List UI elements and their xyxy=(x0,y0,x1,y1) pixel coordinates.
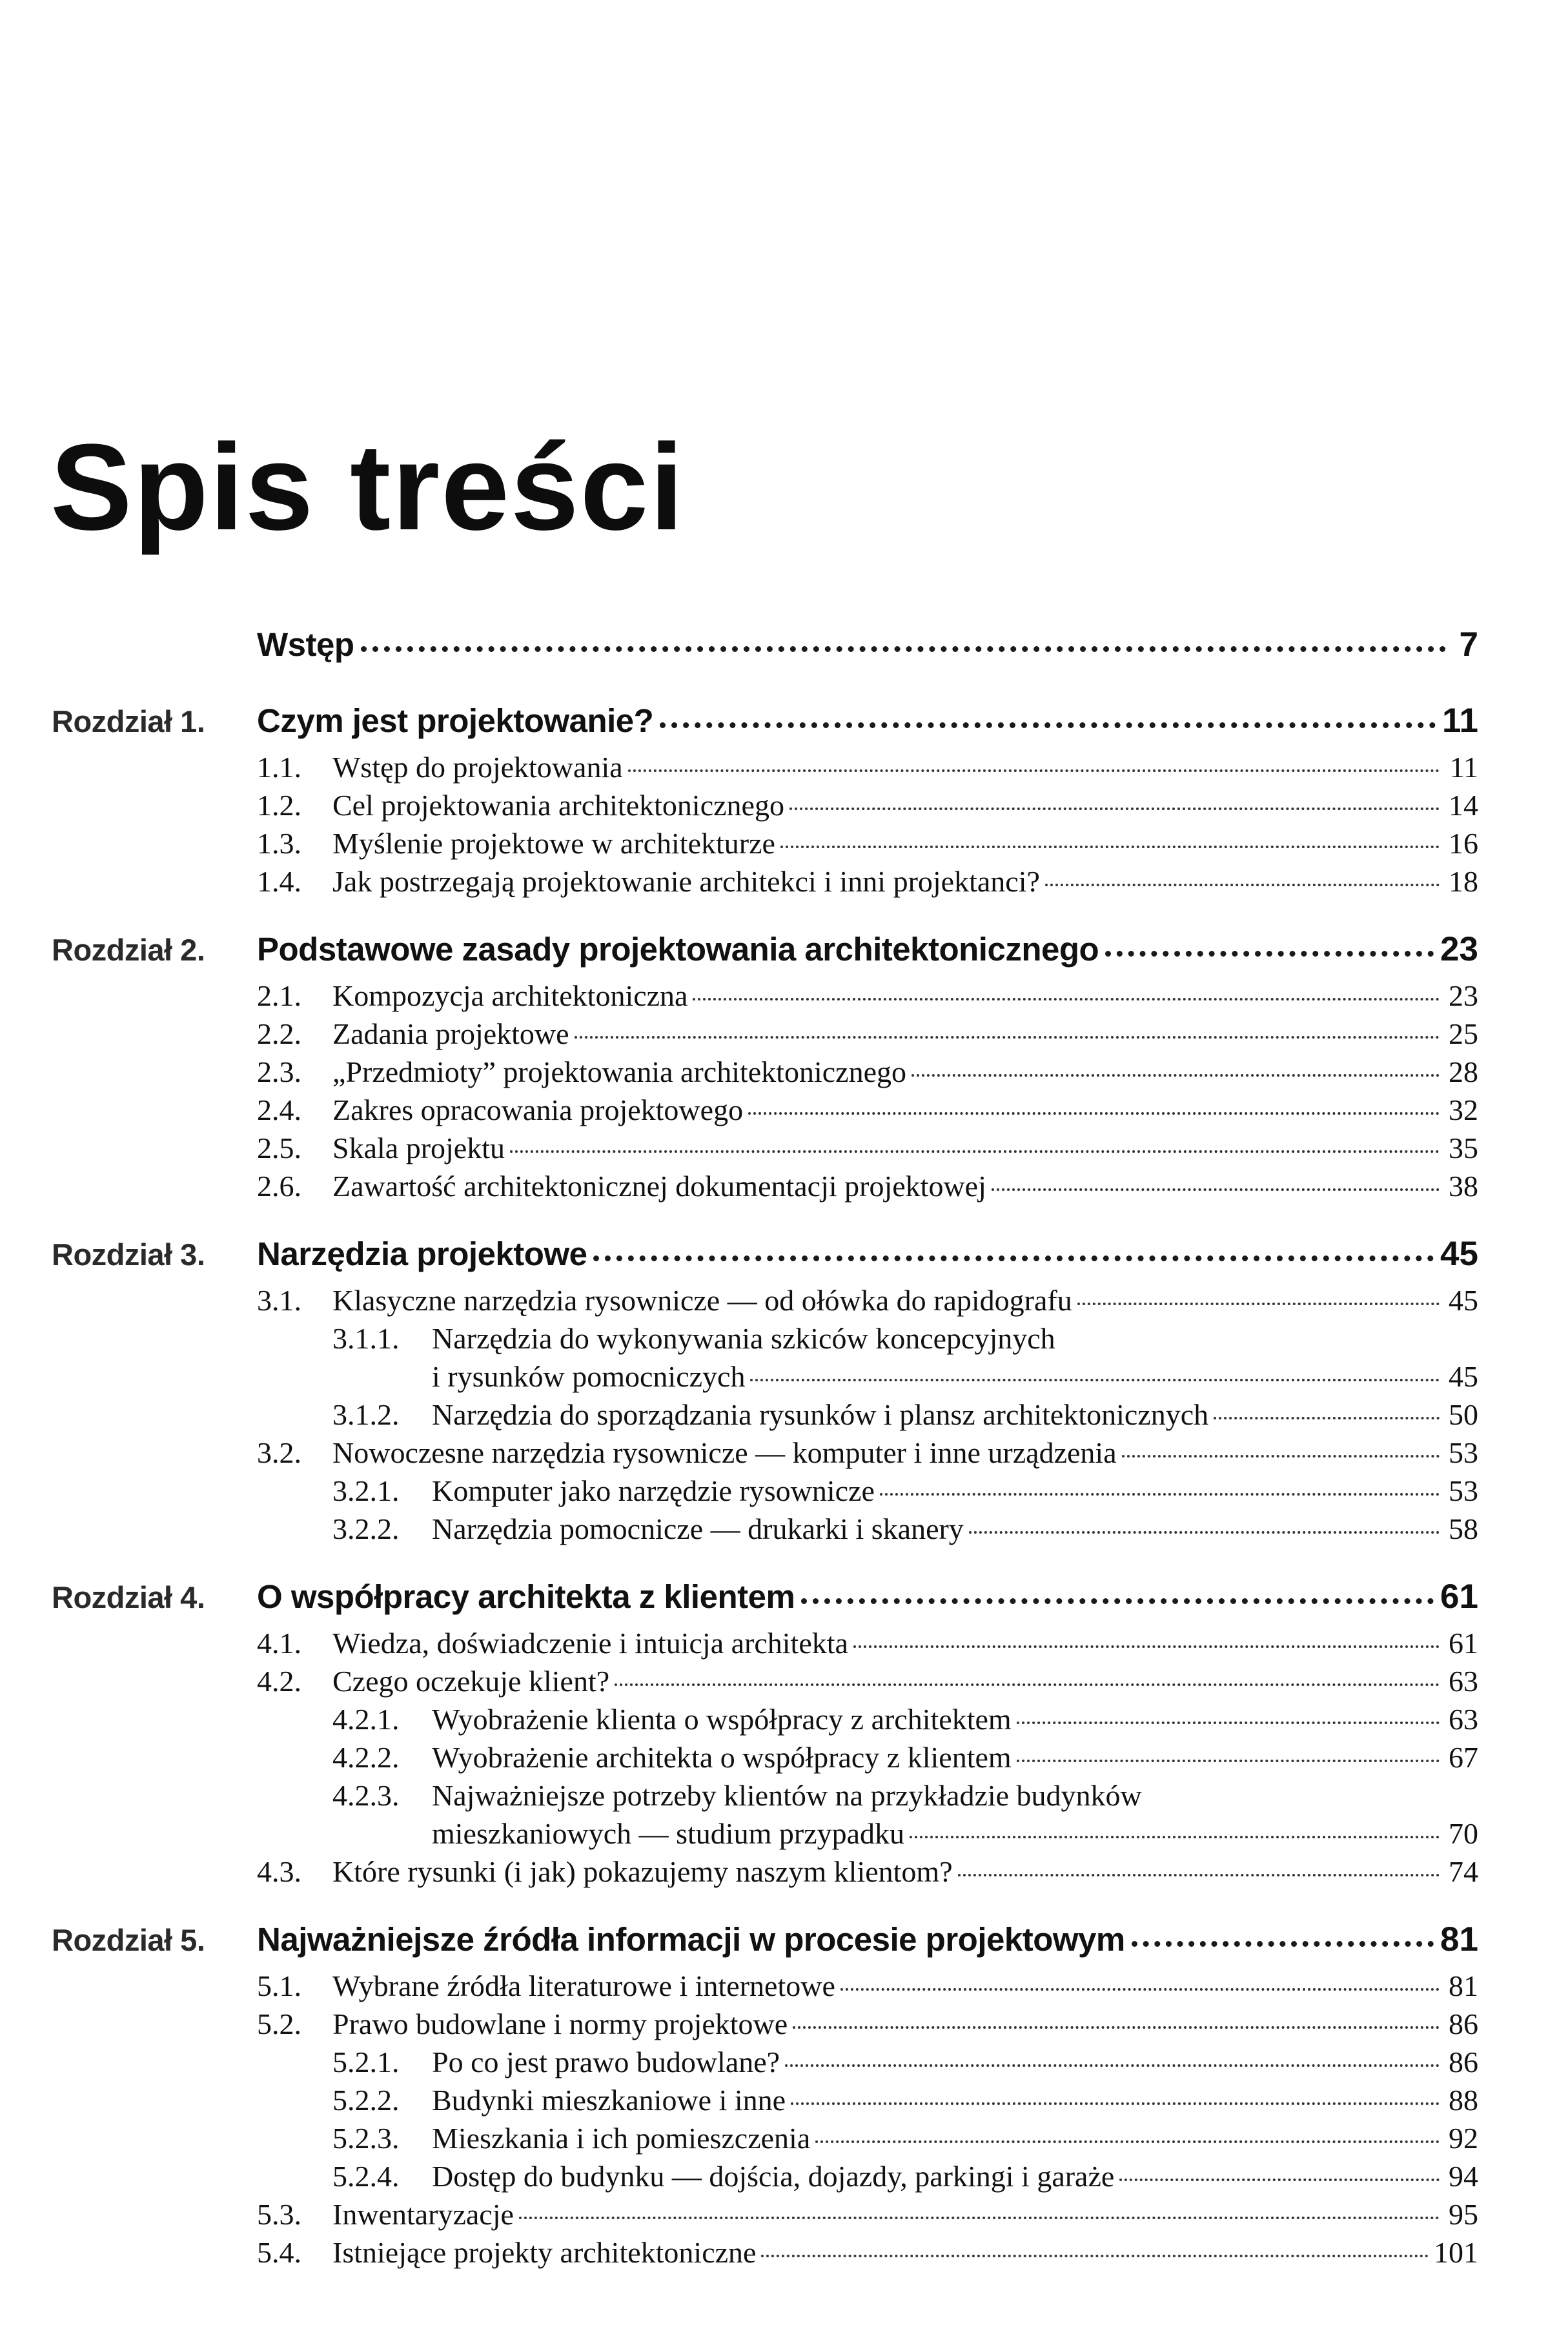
chapter-page-number: 11 xyxy=(1441,702,1478,740)
dot-leader xyxy=(750,1379,1440,1381)
toc-section-row[interactable] xyxy=(52,1474,1478,1512)
dot-leader xyxy=(1214,1417,1440,1419)
dot-leader xyxy=(510,1150,1440,1153)
toc-section-row[interactable] xyxy=(52,1436,1478,1474)
toc-chapter-row[interactable] xyxy=(52,930,1478,979)
chapter-label: Rozdział 3. xyxy=(52,1237,205,1272)
section-number: 5.3. xyxy=(257,2198,301,2231)
section-page-number: 94 xyxy=(1449,2160,1478,2193)
dot-leader xyxy=(1132,1941,1434,1947)
section-title: Myślenie projektowe w architekturze xyxy=(332,827,775,860)
dot-leader xyxy=(785,2064,1440,2067)
section-page-number: 45 xyxy=(1449,1360,1478,1393)
section-number: 1.2. xyxy=(257,789,301,822)
toc-section-row-continued[interactable] xyxy=(52,1816,1478,1854)
section-number: 4.2.2. xyxy=(332,1741,400,1774)
dot-leader xyxy=(880,1493,1440,1496)
section-page-number: 70 xyxy=(1449,1817,1478,1850)
section-number: 1.4. xyxy=(257,865,301,898)
toc-intro-row[interactable] xyxy=(52,625,1478,674)
toc-section-row[interactable] xyxy=(52,2045,1478,2083)
section-page-number: 86 xyxy=(1449,2046,1478,2078)
toc-section-row[interactable] xyxy=(52,1854,1478,1893)
chapter-title: O współpracy architekta z klientem xyxy=(257,1578,795,1615)
section-title: Nowoczesne narzędzia rysownicze — komputer i inne urządzenia xyxy=(332,1436,1117,1469)
toc-section-row[interactable] xyxy=(52,1131,1478,1169)
section-title: Prawo budowlane i normy projektowe xyxy=(332,2007,788,2040)
dot-leader xyxy=(693,998,1440,1001)
toc-section-row[interactable] xyxy=(52,1055,1478,1093)
section-number: 2.6. xyxy=(257,1170,301,1203)
toc-section-row[interactable] xyxy=(52,979,1478,1017)
chapter-title: Narzędzia projektowe xyxy=(257,1235,587,1272)
dot-leader xyxy=(1045,884,1440,886)
section-number: 2.4. xyxy=(257,1093,301,1126)
toc-section-row[interactable] xyxy=(52,2083,1478,2121)
toc-chapter xyxy=(52,701,1478,902)
section-number: 5.2.1. xyxy=(332,2046,400,2078)
section-number: 3.2.2. xyxy=(332,1512,400,1545)
dot-leader xyxy=(789,808,1440,810)
section-number: 2.2. xyxy=(257,1017,301,1050)
chapter-page-number: 61 xyxy=(1440,1578,1478,1616)
dot-leader xyxy=(780,846,1440,848)
dot-leader xyxy=(1105,951,1434,957)
section-number: 5.2.4. xyxy=(332,2160,400,2193)
dot-leader xyxy=(801,1598,1434,1604)
toc-chapter-row[interactable] xyxy=(52,1234,1478,1283)
chapter-label: Rozdział 2. xyxy=(52,933,205,967)
dot-leader xyxy=(748,1112,1440,1115)
dot-leader xyxy=(1119,2179,1440,2181)
section-number: 1.1. xyxy=(257,751,301,784)
page-title: Spis treści xyxy=(50,419,686,556)
section-title: Wybrane źródła literaturowe i internetowe xyxy=(332,1969,835,2002)
chapter-title: Najważniejsze źródła informacji w procesie projektowym xyxy=(257,1921,1125,1958)
section-number: 3.1.1. xyxy=(332,1322,400,1355)
section-title: Najważniejsze potrzeby klientów na przykładzie budynków xyxy=(432,1779,1142,1812)
toc-section-row[interactable] xyxy=(52,1664,1478,1702)
section-page-number: 58 xyxy=(1449,1512,1478,1545)
section-number: 1.3. xyxy=(257,827,301,860)
toc-section-row[interactable] xyxy=(52,2007,1478,2045)
section-title: Inwentaryzacje xyxy=(332,2198,514,2231)
toc-section-row[interactable] xyxy=(52,1702,1478,1740)
section-number: 5.1. xyxy=(257,1969,301,2002)
section-number: 3.2.1. xyxy=(332,1474,400,1507)
section-title: Wstęp do projektowania xyxy=(332,751,623,784)
section-page-number: 81 xyxy=(1449,1969,1478,2002)
section-page-number: 63 xyxy=(1449,1703,1478,1736)
section-page-number: 95 xyxy=(1449,2198,1478,2231)
section-title: Zakres opracowania projektowego xyxy=(332,1093,744,1126)
section-title: Istniejące projekty architektoniczne xyxy=(332,2236,757,2269)
section-number: 5.4. xyxy=(257,2236,301,2269)
section-title: Skala projektu xyxy=(332,1132,505,1164)
chapter-label: Rozdział 5. xyxy=(52,1923,205,1957)
dot-leader xyxy=(992,1188,1440,1191)
section-number: 2.3. xyxy=(257,1055,301,1088)
section-page-number: 88 xyxy=(1449,2084,1478,2117)
section-title: Narzędzia do sporządzania rysunków i plansz architektonicznych xyxy=(432,1398,1209,1431)
section-number: 2.5. xyxy=(257,1132,301,1164)
section-title: Zadania projektowe xyxy=(332,1017,569,1050)
intro-page: 7 xyxy=(1459,625,1478,664)
toc-section-row[interactable] xyxy=(52,2159,1478,2197)
section-page-number: 35 xyxy=(1449,1132,1478,1164)
dot-leader xyxy=(660,722,1436,728)
section-title: Narzędzia do wykonywania szkiców koncepcyjnych xyxy=(432,1322,1055,1355)
section-page-number: 74 xyxy=(1449,1855,1478,1888)
section-title: Wyobrażenie architekta o współpracy z klientem xyxy=(432,1741,1012,1774)
toc-section-row[interactable] xyxy=(52,2235,1478,2273)
section-title: Czego oczekuje klient? xyxy=(332,1665,610,1698)
section-page-number: 38 xyxy=(1449,1170,1478,1203)
section-title: Narzędzia pomocnicze — drukarki i skanery xyxy=(432,1512,964,1545)
toc-section-row[interactable] xyxy=(52,1321,1478,1359)
dot-leader xyxy=(958,1874,1440,1876)
chapter-title: Podstawowe zasady projektowania architektonicznego xyxy=(257,931,1099,968)
toc-section-row[interactable] xyxy=(52,2121,1478,2159)
section-title: Wyobrażenie klienta o współpracy z architektem xyxy=(432,1703,1012,1736)
section-number: 3.1. xyxy=(257,1284,301,1317)
toc-section-row[interactable] xyxy=(52,1740,1478,1778)
section-page-number: 53 xyxy=(1449,1436,1478,1469)
section-page-number: 11 xyxy=(1449,751,1478,784)
toc-section-row[interactable] xyxy=(52,1969,1478,2007)
section-number: 3.2. xyxy=(257,1436,301,1469)
toc-section-row[interactable] xyxy=(52,1397,1478,1436)
section-page-number: 28 xyxy=(1449,1055,1478,1088)
section-title: Po co jest prawo budowlane? xyxy=(432,2046,780,2078)
toc-section-row[interactable] xyxy=(52,864,1478,902)
dot-leader xyxy=(840,1988,1440,1991)
section-page-number: 92 xyxy=(1449,2122,1478,2155)
dot-leader xyxy=(969,1531,1440,1534)
section-page-number: 67 xyxy=(1449,1741,1478,1774)
section-number: 3.1.2. xyxy=(332,1398,400,1431)
section-title: Klasyczne narzędzia rysownicze — od ołówka do rapidografu xyxy=(332,1284,1072,1317)
section-title: „Przedmioty” projektowania architektonicznego xyxy=(332,1055,906,1088)
section-page-number: 53 xyxy=(1449,1474,1478,1507)
dot-leader xyxy=(793,2026,1440,2029)
toc-section-row[interactable] xyxy=(52,788,1478,826)
section-page-number: 14 xyxy=(1449,789,1478,822)
toc-chapter xyxy=(52,1920,1478,2273)
section-page-number: 25 xyxy=(1449,1017,1478,1050)
dot-leader xyxy=(519,2217,1440,2219)
chapter-page-number: 81 xyxy=(1440,1920,1478,1958)
dot-leader xyxy=(911,1074,1440,1077)
section-page-number: 18 xyxy=(1449,865,1478,898)
section-title: Które rysunki (i jak) pokazujemy naszym klientom? xyxy=(332,1855,953,1888)
section-page-number: 23 xyxy=(1449,979,1478,1012)
chapter-label: Rozdział 4. xyxy=(52,1580,205,1614)
toc-section-row-continued[interactable] xyxy=(52,1359,1478,1397)
toc-section-row[interactable] xyxy=(52,750,1478,788)
dot-leader xyxy=(593,1255,1434,1261)
dot-leader xyxy=(1017,1760,1440,1762)
section-title: Cel projektowania architektonicznego xyxy=(332,789,784,822)
section-title: Jak postrzegają projektowanie architekci i inni projektanci? xyxy=(332,865,1040,898)
section-title: Wiedza, doświadczenie i intuicja architekta xyxy=(332,1627,848,1660)
toc-intro xyxy=(52,625,1478,674)
intro-title: Wstęp xyxy=(257,626,354,663)
section-title: Zawartość architektonicznej dokumentacji projektowej xyxy=(332,1170,986,1203)
section-number: 5.2.3. xyxy=(332,2122,400,2155)
section-number: 4.2. xyxy=(257,1665,301,1698)
dot-leader xyxy=(615,1683,1440,1686)
toc-section-row[interactable] xyxy=(52,826,1478,864)
toc-chapter-row[interactable] xyxy=(52,701,1478,750)
section-page-number: 32 xyxy=(1449,1093,1478,1126)
dot-leader xyxy=(853,1645,1440,1648)
chapter-label: Rozdział 1. xyxy=(52,704,205,738)
dot-leader xyxy=(910,1836,1440,1838)
toc-chapter xyxy=(52,930,1478,1207)
toc-section-row[interactable] xyxy=(52,1283,1478,1321)
toc-chapter-row[interactable] xyxy=(52,1920,1478,1969)
section-page-number: 63 xyxy=(1449,1665,1478,1698)
toc-section-row[interactable] xyxy=(52,1169,1478,1207)
chapter-page-number: 45 xyxy=(1440,1235,1478,1273)
dot-leader xyxy=(791,2102,1440,2105)
section-number: 5.2.2. xyxy=(332,2084,400,2117)
section-page-number: 86 xyxy=(1449,2007,1478,2040)
dot-leader xyxy=(361,646,1447,652)
toc-chapter xyxy=(52,1577,1478,1893)
dot-leader xyxy=(761,2255,1429,2257)
section-number: 4.1. xyxy=(257,1627,301,1660)
dot-leader xyxy=(628,769,1440,772)
section-title-continued: i rysunków pomocniczych xyxy=(432,1360,746,1393)
chapter-title: Czym jest projektowanie? xyxy=(257,702,654,739)
dot-leader xyxy=(1017,1722,1440,1724)
section-title: Budynki mieszkaniowe i inne xyxy=(432,2084,786,2117)
section-title: Dostęp do budynku — dojścia, dojazdy, parkingi i garaże xyxy=(432,2160,1115,2193)
section-number: 4.3. xyxy=(257,1855,301,1888)
section-title-continued: mieszkaniowych — studium przypadku xyxy=(432,1817,905,1850)
dot-leader xyxy=(1122,1455,1440,1458)
toc-section-row[interactable] xyxy=(52,2197,1478,2235)
toc-chapter xyxy=(52,1234,1478,1550)
section-title: Kompozycja architektoniczna xyxy=(332,979,688,1012)
toc-section-row[interactable] xyxy=(52,1017,1478,1055)
dot-leader xyxy=(815,2140,1440,2143)
table-of-contents xyxy=(52,625,1478,2301)
section-title: Komputer jako narzędzie rysownicze xyxy=(432,1474,875,1507)
section-page-number: 16 xyxy=(1449,827,1478,860)
toc-section-row[interactable] xyxy=(52,1626,1478,1664)
toc-section-row[interactable] xyxy=(52,1778,1478,1816)
section-title: Mieszkania i ich pomieszczenia xyxy=(432,2122,811,2155)
section-page-number: 101 xyxy=(1434,2236,1478,2269)
section-page-number: 61 xyxy=(1449,1627,1478,1660)
section-number: 4.2.3. xyxy=(332,1779,400,1812)
section-page-number: 50 xyxy=(1449,1398,1478,1431)
section-number: 5.2. xyxy=(257,2007,301,2040)
section-page-number: 45 xyxy=(1449,1284,1478,1317)
dot-leader xyxy=(1077,1303,1440,1305)
chapter-page-number: 23 xyxy=(1440,930,1478,968)
toc-section-row[interactable] xyxy=(52,1512,1478,1550)
toc-chapter-row[interactable] xyxy=(52,1577,1478,1626)
toc-section-row[interactable] xyxy=(52,1093,1478,1131)
section-number: 4.2.1. xyxy=(332,1703,400,1736)
dot-leader xyxy=(575,1036,1440,1039)
section-number: 2.1. xyxy=(257,979,301,1012)
